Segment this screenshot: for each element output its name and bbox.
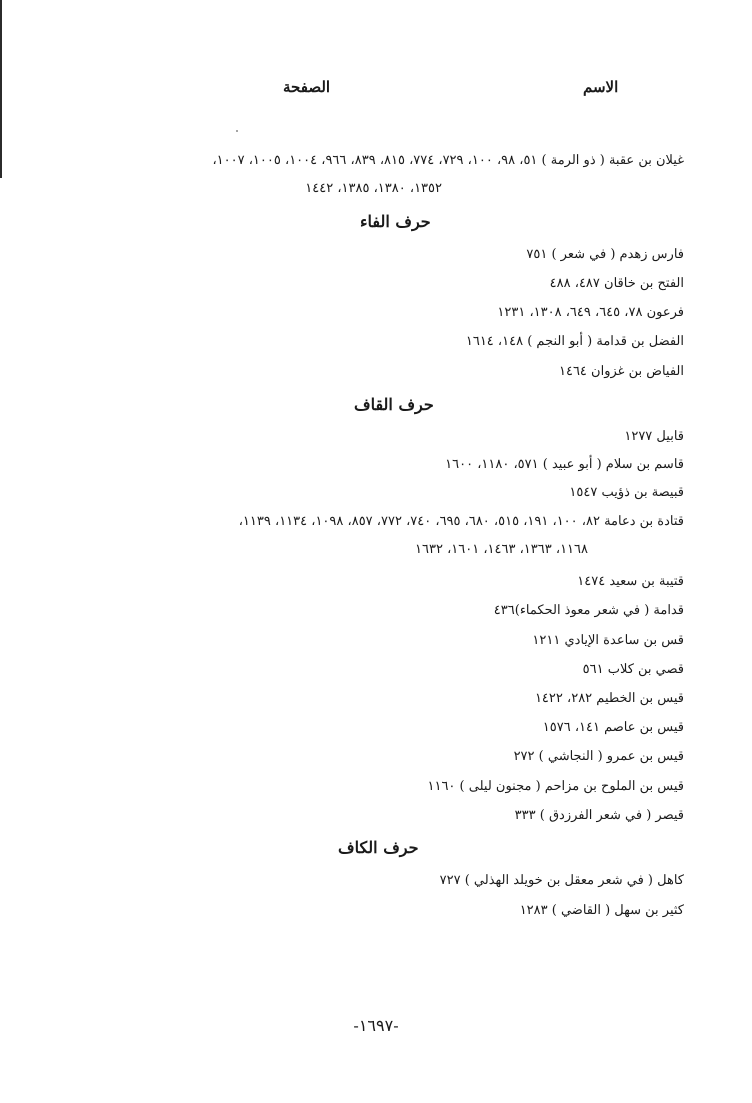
index-entry: قس بن ساعدة الإيادي ١٢١١: [532, 633, 684, 648]
index-entry: قصي بن كلاب ٥٦١: [582, 662, 684, 677]
section-heading-qaf: حرف القاف: [354, 395, 434, 414]
section-heading-kaf: حرف الكاف: [338, 838, 419, 857]
index-entry: قيس بن الخطيم ٢٨٢، ١٤٢٢: [534, 691, 684, 706]
index-entry: الفضل بن قدامة ( أبو النجم ) ١٤٨، ١٦١٤: [465, 334, 684, 349]
index-entry: قابيل ١٢٧٧: [624, 429, 684, 444]
index-entry: كثير بن سهل ( القاضي ) ١٢٨٣: [519, 903, 684, 918]
page-column-heading: الصفحة: [283, 78, 331, 96]
index-entry: فارس زهدم ( في شعر ) ٧٥١: [526, 247, 684, 262]
index-entry-continuation: ١٣٥٢، ١٣٨٠، ١٣٨٥، ١٤٤٢: [305, 181, 442, 196]
index-entry: قدامة ( في شعر معوذ الحكماء)٤٣٦: [493, 603, 684, 618]
page-number: -١٦٩٧-: [353, 1016, 399, 1035]
index-entry: الفتح بن خاقان ٤٨٧، ٤٨٨: [549, 276, 684, 291]
index-entry: كاهل ( في شعر معقل بن خويلد الهذلي ) ٧٢٧: [439, 873, 684, 888]
name-column-heading: الاسم: [583, 78, 619, 96]
index-entry: قاسم بن سلام ( أبو عبيد ) ٥٧١، ١١٨٠، ١٦٠٠: [445, 457, 684, 472]
index-entry: قبيصة بن ذؤيب ١٥٤٧: [569, 485, 684, 500]
index-entry: فرعون ٧٨، ٦٤٥، ٦٤٩، ١٣٠٨، ١٢٣١: [497, 305, 684, 320]
index-entry: قيس بن عمرو ( النجاشي ) ٢٧٢: [513, 749, 684, 764]
index-entry: غيلان بن عقبة ( ذو الرمة ) ٥١، ٩٨، ١٠٠، ٧٢٩، ٧٧٤، ٨١٥، ٨٣٩، ٩٦٦، ١٠٠٤، ١٠٠٥، ١٠٠٧،: [212, 153, 684, 168]
index-entry: قيصر ( في شعر الفرزدق ) ٣٣٣: [514, 808, 684, 823]
index-entry: قيس بن عاصم ١٤١، ١٥٧٦: [542, 720, 684, 735]
index-entry: قتيبة بن سعيد ١٤٧٤: [577, 574, 684, 589]
index-entry: قتادة بن دعامة ٨٢، ١٠٠، ١٩١، ٥١٥، ٦٨٠، ٦٩٥، ٧٤٠، ٧٧٢، ٨٥٧، ١٠٩٨، ١١٣٤، ١١٣٩،: [238, 514, 684, 529]
index-entry-continuation: ١١٦٨، ١٣٦٣، ١٤٦٣، ١٦٠١، ١٦٣٢: [415, 542, 588, 557]
section-heading-faa: حرف الفاء: [360, 212, 431, 231]
index-entry: قيس بن الملوح بن مزاحم ( مجنون ليلى ) ١١٦٠: [427, 779, 684, 794]
index-entry: الفياض بن غزوان ١٤٦٤: [558, 364, 684, 379]
